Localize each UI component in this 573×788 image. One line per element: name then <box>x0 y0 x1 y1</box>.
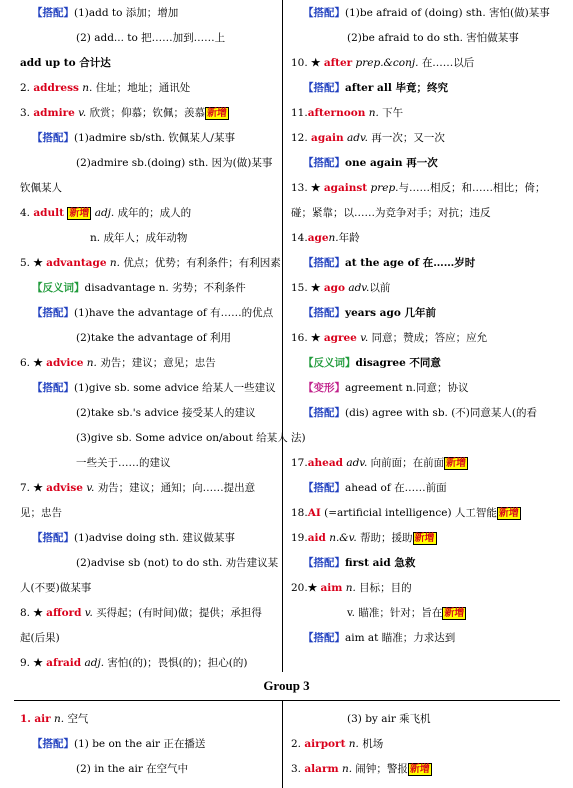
entry-advise-cont: 见；忠告 <box>20 507 62 519</box>
entry-aid: 19.aid n.&v. 帮助；援助 新增 <box>291 532 435 544</box>
new-badge: 新增 <box>446 458 467 469</box>
match-tag: 【搭配】 <box>32 7 74 19</box>
entry-air-match-1: 【搭配】(1) be on the air 正在播送 <box>32 738 206 750</box>
entry-advise-match-2b: 人(不要)做某事 <box>20 582 92 594</box>
entry-airport: 2. airport n. 机场 <box>291 738 384 750</box>
entry-admire-match-2b: 钦佩某人 <box>20 182 62 194</box>
entry-ahead-match: 【搭配】ahead of 在……前面 <box>303 482 447 494</box>
entry-after: 10. ★ after prep.&conj. 在……以后 <box>291 57 475 69</box>
entry-agree: 16. ★ agree v. 同意；赞成；答应；应允 <box>291 332 488 344</box>
entry-afraid-match-2: (2)be afraid to do sth. 害怕做某事 <box>347 32 519 44</box>
entry-aim-verb: v. 瞄准；针对；旨在 新增 <box>347 607 465 619</box>
column-divider-bottom <box>282 700 283 788</box>
entry-afraid-match-1: 【搭配】(1)be afraid of (doing) sth. 害怕(做)某事 <box>303 7 550 19</box>
entry-advice-match-3b: 一些关于……的建议 <box>76 457 171 469</box>
entry-advantage-antonym: 【反义词】disadvantage n. 劣势；不利条件 <box>32 282 246 294</box>
entry-air: 1. air n. 空气 <box>20 713 89 725</box>
entry-admire: 3. admire v. 欣赏；仰慕；钦佩；羡慕 新增 <box>20 107 228 119</box>
entry-aim: 20.★ aim n. 目标；目的 <box>291 582 412 594</box>
entry-advantage-match-2: (2)take the advantage of 利用 <box>76 332 232 344</box>
new-badge: 新增 <box>409 764 430 775</box>
group-title: Group 3 <box>263 678 310 693</box>
entry-after-match: 【搭配】after all 毕竟；终究 <box>303 82 448 94</box>
entry-advise-match-2: (2)advise sb (not) to do sth. 劝告建议某 <box>76 557 279 569</box>
match-tag: 【搭配】 <box>303 257 345 269</box>
match-tag: 【搭配】 <box>303 632 345 644</box>
entry-add-match-1: 【搭配】(1)add to 添加；增加 <box>32 7 179 19</box>
match-tag: 【搭配】 <box>32 382 74 394</box>
entry-advice: 6. ★ advice n. 劝告；建议；意见；忠告 <box>20 357 216 369</box>
new-badge: 新增 <box>207 108 228 119</box>
entry-afford-cont: 起(后果) <box>20 632 60 644</box>
match-tag: 【搭配】 <box>303 482 345 494</box>
new-badge: 新增 <box>498 508 519 519</box>
entry-advantage-match-1: 【搭配】(1)have the advantage of 有……的优点 <box>32 307 274 319</box>
entry-admire-match-1: 【搭配】(1)admire sb/sth. 钦佩某人/某事 <box>32 132 235 144</box>
entry-add-match-2: (2) add... to 把……加到……上 <box>76 32 226 44</box>
match-tag: 【搭配】 <box>32 532 74 544</box>
entry-ago: 15. ★ ago adv.以前 <box>291 282 391 294</box>
column-divider-top <box>282 0 283 672</box>
match-tag: 【搭配】 <box>303 157 345 169</box>
entry-adult: 4. adult 新增 adj. 成年的；成人的 <box>20 207 192 219</box>
match-tag: 【搭配】 <box>303 82 345 94</box>
new-badge: 新增 <box>414 533 435 544</box>
entry-agree-match: 【搭配】(dis) agree with sb. (不)同意某人(的看 <box>303 407 538 419</box>
entry-advice-match-2: (2)take sb.'s advice 接受某人的建议 <box>76 407 256 419</box>
entry-aid-match: 【搭配】first aid 急救 <box>303 557 416 569</box>
match-tag: 【搭配】 <box>32 307 74 319</box>
entry-admire-match-2: (2)admire sb.(doing) sth. 因为(做)某事 <box>76 157 273 169</box>
entry-ago-match: 【搭配】years ago 几年前 <box>303 307 436 319</box>
entry-ahead: 17.ahead adv. 向前面；在前面 新增 <box>291 457 467 469</box>
entry-again: 12. again adv. 再一次；又一次 <box>291 132 445 144</box>
entry-advise-match-1: 【搭配】(1)advise doing sth. 建议做某事 <box>32 532 235 544</box>
entry-ai: 18.AI (=artificial intelligence) 人工智能 新增 <box>291 507 519 519</box>
antonym-tag: 【反义词】 <box>303 357 356 369</box>
entry-advise: 7. ★ advise v. 劝告；建议；通知；向……提出意 <box>20 482 256 494</box>
entry-against-cont: 碰；紧靠；以……为竞争对手；对抗；违反 <box>291 207 491 219</box>
entry-afraid: 9. ★ afraid adj. 害怕(的)；畏惧(的)；担心(的) <box>20 657 248 669</box>
match-tag: 【搭配】 <box>303 407 345 419</box>
entry-again-match: 【搭配】one again 再一次 <box>303 157 438 169</box>
entry-afford: 8. ★ afford v. 买得起；(有时间)做；提供；承担得 <box>20 607 262 619</box>
new-badge: 新增 <box>444 608 465 619</box>
match-tag: 【搭配】 <box>303 7 345 19</box>
entry-age-match: 【搭配】at the age of 在……岁时 <box>303 257 476 269</box>
entry-agree-variant: 【变形】agreement n.同意；协议 <box>303 382 469 394</box>
entry-advantage: 5. ★ advantage n. 优点；优势；有利条件；有利因素 <box>20 257 281 269</box>
entry-afternoon: 11.afternoon n. 下午 <box>291 107 404 119</box>
entry-aim-match: 【搭配】aim at 瞄准；力求达到 <box>303 632 456 644</box>
antonym-tag: 【反义词】 <box>32 282 85 294</box>
entry-adult-noun: n. 成年人；成年动物 <box>90 232 188 244</box>
entry-age: 14.agen.年龄 <box>291 232 360 244</box>
match-tag: 【搭配】 <box>32 132 74 144</box>
entry-alarm: 3. alarm n. 闹钟；警报 新增 <box>291 763 430 775</box>
match-tag: 【搭配】 <box>32 738 74 750</box>
group-divider <box>14 700 560 701</box>
entry-add-up-to: add up to 合计达 <box>20 57 111 69</box>
entry-advice-match-3: (3)give sb. Some advice on/about 给某人 <box>76 432 288 444</box>
new-badge: 新增 <box>69 208 90 219</box>
entry-air-match-3: (3) by air 乘飞机 <box>347 713 431 725</box>
entry-agree-match-cont: 法) <box>291 432 306 444</box>
entry-agree-antonym: 【反义词】disagree 不同意 <box>303 357 441 369</box>
entry-advice-match-1: 【搭配】(1)give sb. some advice 给某人一些建议 <box>32 382 276 394</box>
match-tag: 【搭配】 <box>303 557 345 569</box>
match-tag: 【搭配】 <box>303 307 345 319</box>
variant-tag: 【变形】 <box>303 382 345 394</box>
entry-air-match-2: (2) in the air 在空气中 <box>76 763 189 775</box>
entry-address: 2. address n. 住址；地址；通讯处 <box>20 82 191 94</box>
entry-against: 13. ★ against prep.与……相反；和……相比；倚； <box>291 182 546 194</box>
